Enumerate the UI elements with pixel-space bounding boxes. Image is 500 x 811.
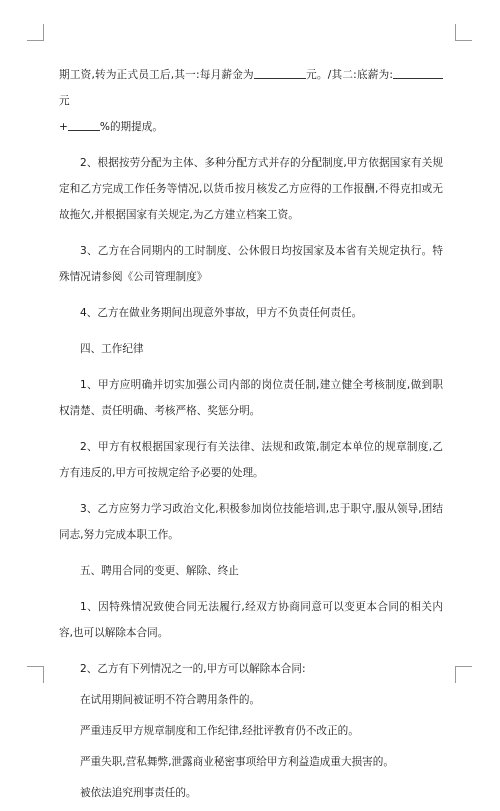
paragraph-2: 2、根据按劳分配为主体、多种分配方式并存的分配制度,甲方依据国家有关规定和乙方完成工作任务等情况,以货币按月核发乙方应得的工作报酬,不得克扣或无故拖欠,并根据国家有关规定,为乙方建立档案工资。 <box>59 157 443 221</box>
paragraph-5: 1、甲方应明确并切实加强公司内部的岗位责任制,建立健全考核制度,做到职权清楚、责任明确、考核严格、奖惩分明。 <box>59 379 443 417</box>
crop-mark-top-right <box>455 24 472 41</box>
list-item-4: 被依法追究刑事责任的。 <box>80 787 197 799</box>
crop-mark-bottom-right <box>455 666 472 683</box>
paragraph-9: 2、乙方有下列情况之一的,甲方可以解除本合同: <box>80 663 306 675</box>
section-heading-5: 五、聘用合同的变更、解除、终止 <box>80 565 239 577</box>
salary-text-a: 期工资,转为正式员工后,其一:每月薪金为 <box>59 69 254 81</box>
monthly-salary-blank <box>254 66 306 79</box>
crop-mark-bottom-left <box>27 666 44 683</box>
paragraph-7: 3、乙方应努力学习政治文化,积极参加岗位技能培训,忠于职守,服从领导,团结同志,努力完成本职工作。 <box>59 503 443 541</box>
document-body <box>59 62 443 811</box>
section-heading-4: 四、工作纪律 <box>80 343 144 355</box>
list-item-2: 严重违反甲方规章制度和工作纪律,经批评教育仍不改正的。 <box>80 725 359 737</box>
paragraph-4: 4、乙方在做业务期间出现意外事故，甲方不负责任何责任。 <box>80 307 363 319</box>
salary-paragraph <box>59 62 443 140</box>
list-item-3: 严重失职,营私舞弊,泄露商业秘密事项给甲方利益造成重大损害的。 <box>80 756 394 768</box>
paragraph-6: 2、甲方有权根据国家现行有关法律、法规和政策,制定本单位的规章制度,乙方有违反的,甲方可按规定给予必要的处理。 <box>59 441 443 479</box>
salary-text-d: + <box>59 121 68 133</box>
base-salary-blank <box>393 66 443 79</box>
list-item-1: 在试用期间被证明不符合聘用条件的。 <box>80 694 261 706</box>
crop-mark-top-left <box>27 24 44 41</box>
salary-text-b: 元。/其二:底薪为: <box>305 69 393 81</box>
paragraph-8: 1、因特殊情况致使合同无法履行,经双方协商同意可以变更本合同的相关内容,也可以解除本合同。 <box>59 601 443 639</box>
salary-text-c: 元 <box>59 95 70 107</box>
paragraph-3: 3、乙方在合同期内的工时制度、公休假日均按国家及本省有关规定执行。特殊情况请参阅《公司管理制度》 <box>59 245 443 283</box>
commission-percent-blank <box>68 118 100 131</box>
salary-text-e: %的期提成。 <box>99 121 163 133</box>
